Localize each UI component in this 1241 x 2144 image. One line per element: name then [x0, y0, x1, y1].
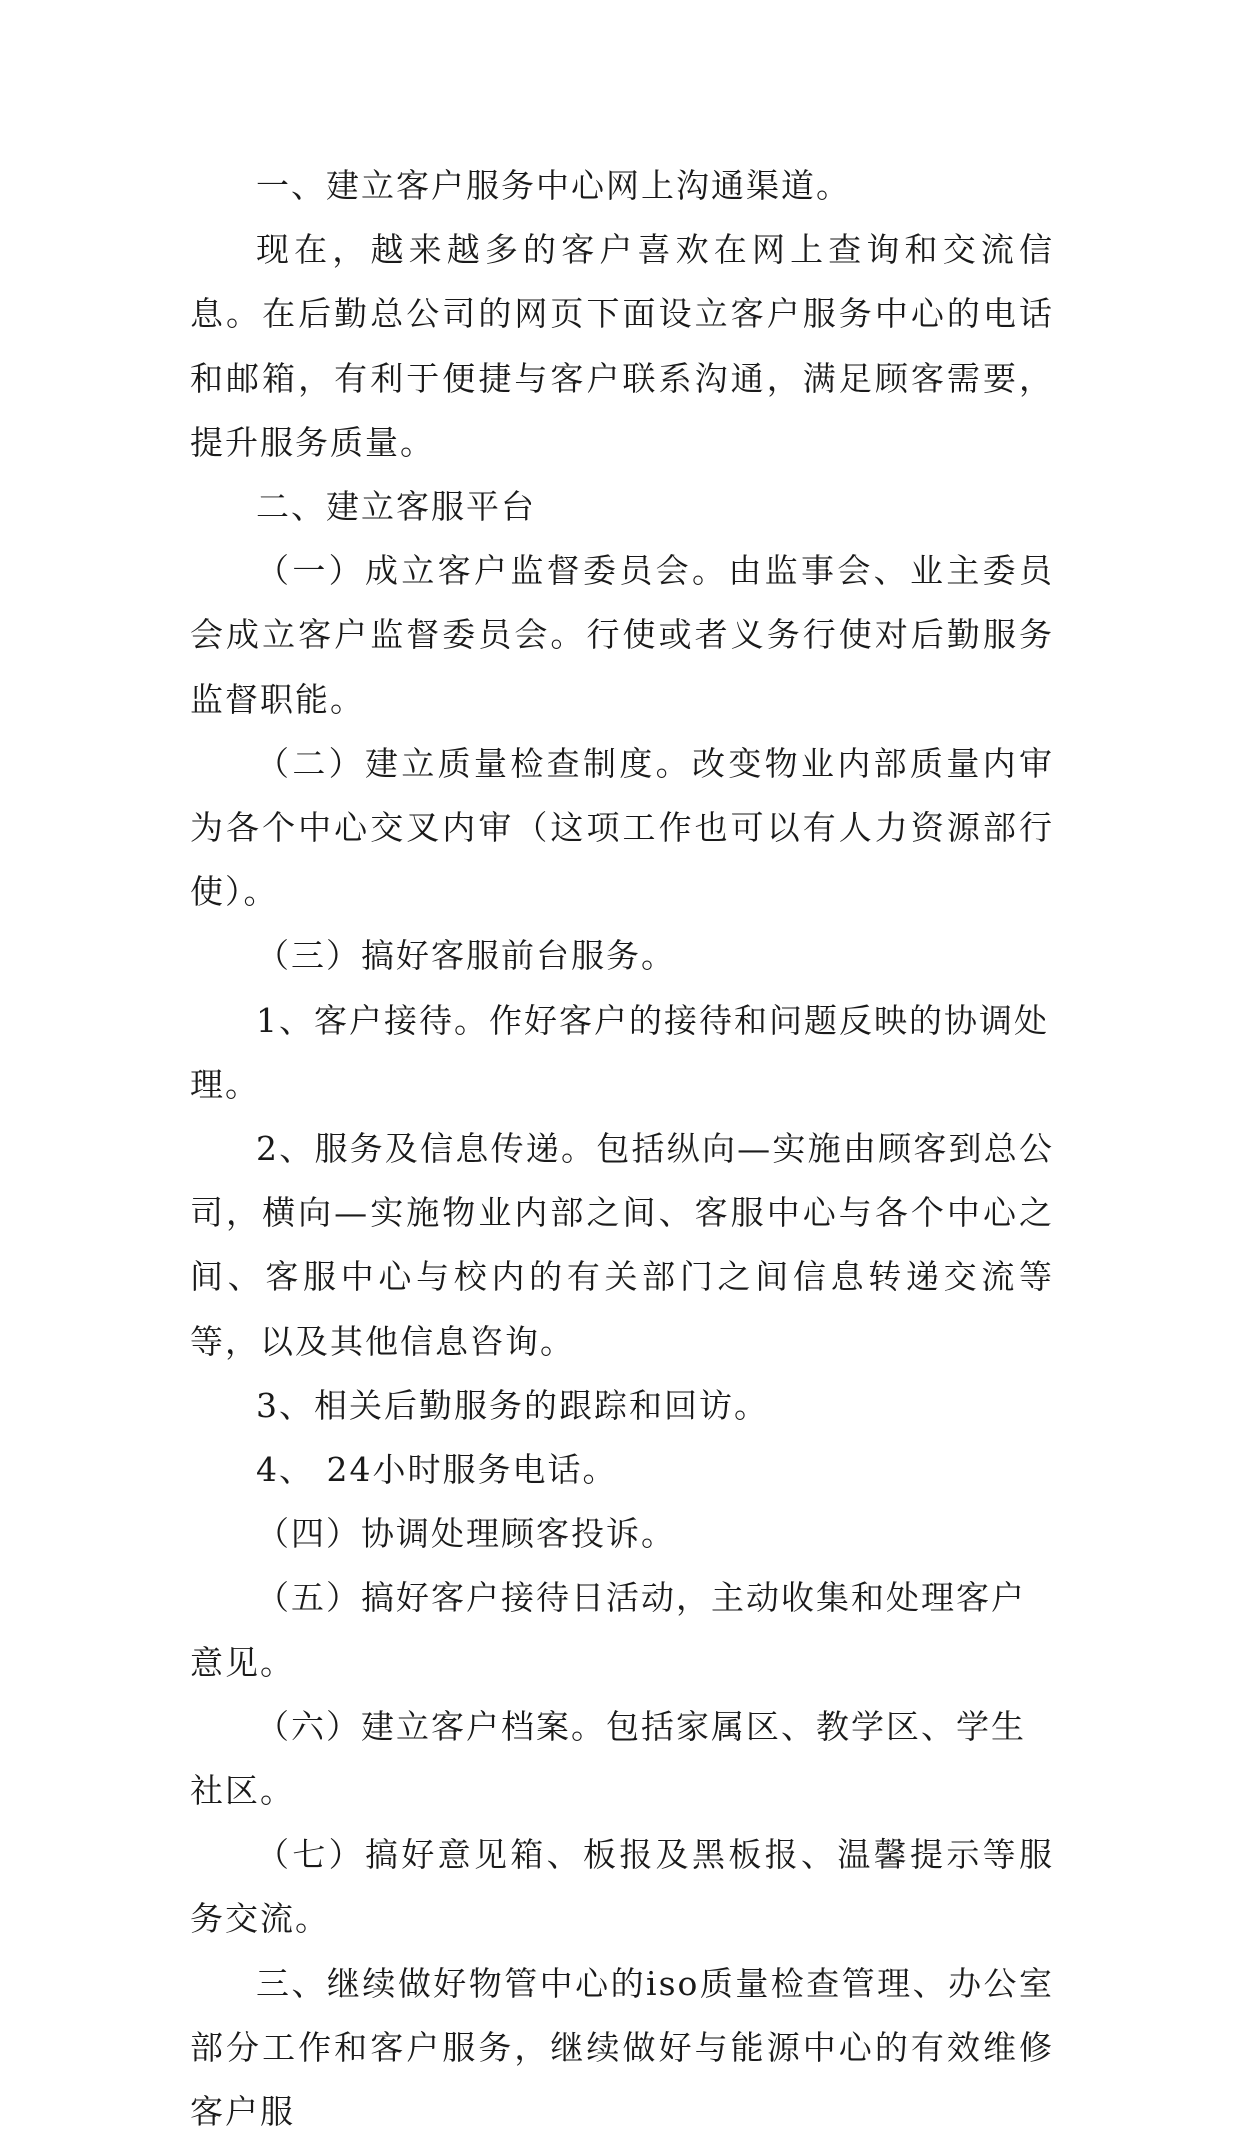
subsection-heading: （四）协调处理顾客投诉。: [256, 1514, 676, 1554]
section-heading-2: 二、建立客服平台: [256, 487, 536, 527]
section-heading-1: 一、建立客户服务中心网上沟通渠道。: [256, 166, 851, 205]
paragraph: 现在，越来越多的客户喜欢在网上查询和交流信息。在后勤总公司的网页下面设立客户服务中心的电话和邮箱，有利于便捷与客户联系沟通，满足顾客需要，提升服务质量。: [190, 230, 1054, 462]
list-item: 3、相关后勤服务的跟踪和回访。: [256, 1385, 769, 1425]
list-item: 1、客户接待。作好客户的接待和问题反映的协调处理。: [190, 1000, 1049, 1104]
list-item: 2、服务及信息传递。包括纵向—实施由顾客到总公司，横向—实施物业内部之间、客服中心与各个中心之间、客服中心与校内的有关部门之间信息转递交流等等，以及其他信息咨询。: [190, 1129, 1054, 1361]
document-body: [190, 154, 1054, 2144]
paragraph: （二）建立质量检查制度。改变物业内部质量内审为各个中心交叉内审（这项工作也可以有人力资源部行使）。: [190, 743, 1054, 912]
list-item: 4、 24小时服务电话。: [256, 1450, 618, 1490]
subsection-heading: （七）搞好意见箱、板报及黑板报、温馨提示等服务交流。: [190, 1835, 1054, 1939]
subsection-heading: （六）建立客户档案。包括家属区、教学区、学生社区。: [190, 1706, 1026, 1811]
subsection-heading: （三）搞好客服前台服务。: [256, 936, 676, 976]
section-heading-3: 三、继续做好物管中心的iso质量检查管理、办公室部分工作和客户服务，继续做好与能源中心的有效维修客户服: [190, 1963, 1054, 2132]
paragraph: （一）成立客户监督委员会。由监事会、业主委员会成立客户监督委员会。行使或者义务行使对后勤服务监督职能。: [190, 551, 1054, 719]
subsection-heading: （五）搞好客户接待日活动，主动收集和处理客户意见。: [190, 1578, 1026, 1682]
